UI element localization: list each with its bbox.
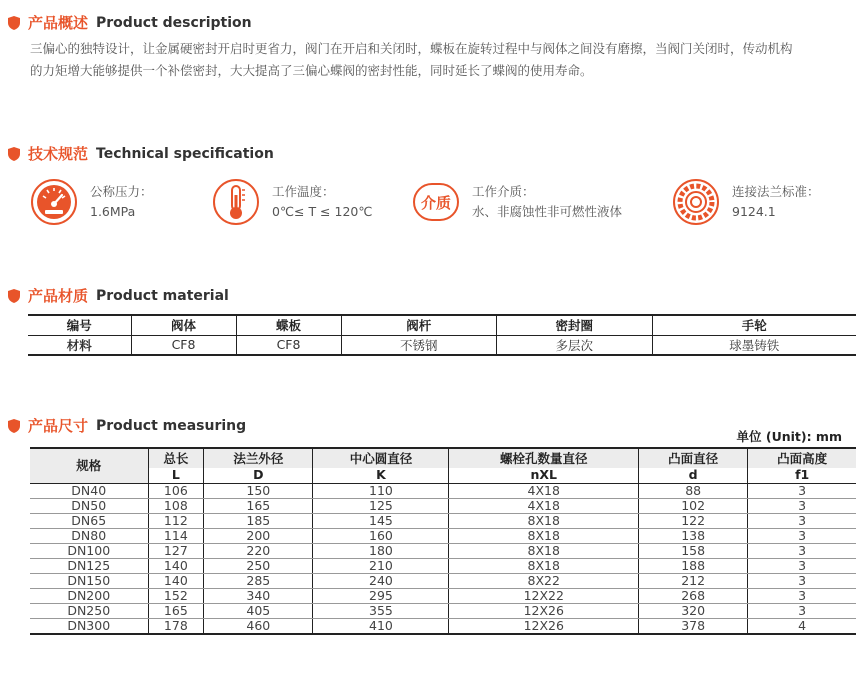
spec-cell: DN65 — [30, 513, 148, 528]
spec-list — [30, 178, 856, 230]
table-cell: 127 — [148, 543, 204, 558]
table-cell: 3 — [748, 528, 856, 543]
material-value-row — [28, 335, 856, 355]
medium-badge-text: 介质 — [420, 194, 452, 212]
table-cell: 152 — [148, 588, 204, 603]
dimensions-symbol-cell: D — [204, 468, 313, 483]
spec-flange — [672, 178, 820, 226]
material-title-zh: 产品材质 — [28, 287, 89, 305]
spec-temperature — [212, 178, 372, 226]
table-cell: 4X18 — [449, 483, 639, 498]
material-cell: CF8 — [236, 335, 341, 355]
material-header-cell: 蝶板 — [236, 315, 341, 335]
overview-title-zh: 产品概述 — [28, 14, 89, 32]
table-cell: 106 — [148, 483, 204, 498]
spec-cell: DN50 — [30, 498, 148, 513]
table-cell: 4 — [748, 618, 856, 634]
table-cell: 145 — [313, 513, 449, 528]
table-cell: 160 — [313, 528, 449, 543]
table-row — [30, 513, 856, 528]
table-cell: 250 — [204, 558, 313, 573]
spec-cell: DN40 — [30, 483, 148, 498]
table-cell: 3 — [748, 543, 856, 558]
dimensions-title-zh: 产品尺寸 — [28, 417, 89, 435]
dimensions-heading — [8, 415, 246, 436]
table-cell: 340 — [204, 588, 313, 603]
material-cell: 多层次 — [497, 335, 652, 355]
table-cell: 410 — [313, 618, 449, 634]
tech-title-zh: 技术规范 — [28, 145, 89, 163]
shield-icon — [8, 419, 20, 433]
table-cell: 3 — [748, 498, 856, 513]
material-cell: 球墨铸铁 — [652, 335, 856, 355]
dimensions-symbol-cell: d — [639, 468, 748, 483]
table-cell: 188 — [639, 558, 748, 573]
table-cell: 8X18 — [449, 528, 639, 543]
material-header-cell: 手轮 — [652, 315, 856, 335]
table-cell: 12X22 — [449, 588, 639, 603]
table-row — [30, 483, 856, 498]
dimensions-header-row — [30, 448, 856, 468]
table-cell: 180 — [313, 543, 449, 558]
table-cell: 3 — [748, 573, 856, 588]
overview-title-en: Product description — [96, 14, 252, 31]
spec-flange-label: 连接法兰标准： — [732, 184, 820, 199]
table-cell: 12X26 — [449, 603, 639, 618]
spec-cell: DN300 — [30, 618, 148, 634]
spec-medium — [412, 178, 622, 226]
spec-pressure — [30, 178, 153, 226]
table-cell: 185 — [204, 513, 313, 528]
dimensions-header-cell: 法兰外径 — [204, 448, 313, 468]
table-cell: 285 — [204, 573, 313, 588]
table-cell: 3 — [748, 513, 856, 528]
tech-title-en: Technical specification — [96, 145, 274, 162]
table-cell: 114 — [148, 528, 204, 543]
material-header-cell: 密封圈 — [497, 315, 652, 335]
table-cell: 200 — [204, 528, 313, 543]
material-cell: 材料 — [28, 335, 131, 355]
table-cell: 460 — [204, 618, 313, 634]
dimensions-symbol-cell: L — [148, 468, 204, 483]
flange-gear-icon — [672, 178, 720, 226]
spec-medium-value: 水、非腐蚀性非可燃性液体 — [472, 204, 623, 219]
shield-icon — [8, 289, 20, 303]
table-cell: 3 — [748, 588, 856, 603]
table-cell: 165 — [148, 603, 204, 618]
material-title-en: Product material — [96, 287, 229, 304]
material-header-row — [28, 315, 856, 335]
table-cell: 8X18 — [449, 543, 639, 558]
table-cell: 125 — [313, 498, 449, 513]
dimensions-title-en: Product measuring — [96, 417, 247, 434]
spec-temperature-value: 0℃≤ T ≤ 120℃ — [272, 204, 373, 219]
table-row — [30, 558, 856, 573]
dimensions-table — [30, 447, 856, 635]
material-header-cell: 阀体 — [131, 315, 236, 335]
material-header-cell: 编号 — [28, 315, 131, 335]
overview-text-line: 三偏心的独特设计，让金属硬密封开启时更省力，阀门在开启和关闭时，蝶板在旋转过程中与阀体之间没有磨擦，当阀门关闭时，传动机构 — [30, 41, 793, 56]
table-cell: 110 — [313, 483, 449, 498]
dimensions-header-cell: 中心圆直径 — [313, 448, 449, 468]
table-cell: 8X18 — [449, 558, 639, 573]
spec-cell: DN125 — [30, 558, 148, 573]
pressure-gauge-icon — [30, 178, 78, 226]
material-heading — [8, 285, 229, 306]
dimensions-header-cell: 凸面高度 — [748, 448, 856, 468]
dimensions-header-cell: 总长 — [148, 448, 204, 468]
spec-temperature-label: 工作温度： — [272, 184, 335, 199]
spec-pressure-value: 1.6MPa — [90, 204, 136, 219]
table-cell: 240 — [313, 573, 449, 588]
spec-cell: DN250 — [30, 603, 148, 618]
table-row — [30, 588, 856, 603]
table-cell: 295 — [313, 588, 449, 603]
table-cell: 140 — [148, 573, 204, 588]
table-cell: 4X18 — [449, 498, 639, 513]
spec-pressure-label: 公称压力： — [90, 184, 153, 199]
table-cell: 3 — [748, 603, 856, 618]
table-cell: 140 — [148, 558, 204, 573]
table-cell: 12X26 — [449, 618, 639, 634]
spec-cell: DN200 — [30, 588, 148, 603]
table-row — [30, 618, 856, 634]
dimensions-symbol-cell: nXL — [449, 468, 639, 483]
spec-column-header: 规格 — [30, 448, 148, 483]
table-cell: 112 — [148, 513, 204, 528]
table-cell: 3 — [748, 558, 856, 573]
table-cell: 268 — [639, 588, 748, 603]
table-row — [30, 603, 856, 618]
tech-heading — [8, 143, 274, 164]
spec-cell: DN150 — [30, 573, 148, 588]
shield-icon — [8, 147, 20, 161]
spec-cell: DN80 — [30, 528, 148, 543]
table-cell: 122 — [639, 513, 748, 528]
dimensions-symbol-cell: K — [313, 468, 449, 483]
table-cell: 220 — [204, 543, 313, 558]
dimensions-header-cell: 螺栓孔数量直径 — [449, 448, 639, 468]
table-row — [30, 543, 856, 558]
medium-badge-icon — [412, 178, 460, 226]
table-cell: 405 — [204, 603, 313, 618]
table-cell: 158 — [639, 543, 748, 558]
table-cell: 355 — [313, 603, 449, 618]
table-cell: 378 — [639, 618, 748, 634]
table-cell: 150 — [204, 483, 313, 498]
table-cell: 212 — [639, 573, 748, 588]
table-cell: 88 — [639, 483, 748, 498]
overview-heading — [8, 12, 252, 33]
table-cell: 165 — [204, 498, 313, 513]
overview-text-line: 的力矩增大能够提供一个补偿密封，大大提高了三偏心蝶阀的密封性能，同时延长了蝶阀的使用寿命。 — [30, 63, 593, 78]
table-cell: 102 — [639, 498, 748, 513]
shield-icon — [8, 16, 20, 30]
table-row — [30, 528, 856, 543]
dimensions-symbol-cell: f1 — [748, 468, 856, 483]
table-cell: 8X22 — [449, 573, 639, 588]
dimensions-table-body — [30, 483, 856, 634]
spec-medium-label: 工作介质： — [472, 184, 535, 199]
spec-flange-value: 9124.1 — [732, 204, 776, 219]
material-cell: CF8 — [131, 335, 236, 355]
table-cell: 8X18 — [449, 513, 639, 528]
table-cell: 210 — [313, 558, 449, 573]
spec-cell: DN100 — [30, 543, 148, 558]
table-cell: 108 — [148, 498, 204, 513]
table-cell: 138 — [639, 528, 748, 543]
material-cell: 不锈钢 — [341, 335, 496, 355]
table-row — [30, 498, 856, 513]
material-header-cell: 阀杆 — [341, 315, 496, 335]
material-table — [28, 314, 856, 356]
table-cell: 3 — [748, 483, 856, 498]
unit-label: 单位 (Unit): mm — [736, 429, 842, 444]
dimensions-symbol-row — [30, 468, 856, 483]
table-cell: 178 — [148, 618, 204, 634]
dimensions-header-cell: 凸面直径 — [639, 448, 748, 468]
thermometer-icon — [212, 178, 260, 226]
overview-text — [30, 38, 856, 82]
table-row — [30, 573, 856, 588]
table-cell: 320 — [639, 603, 748, 618]
